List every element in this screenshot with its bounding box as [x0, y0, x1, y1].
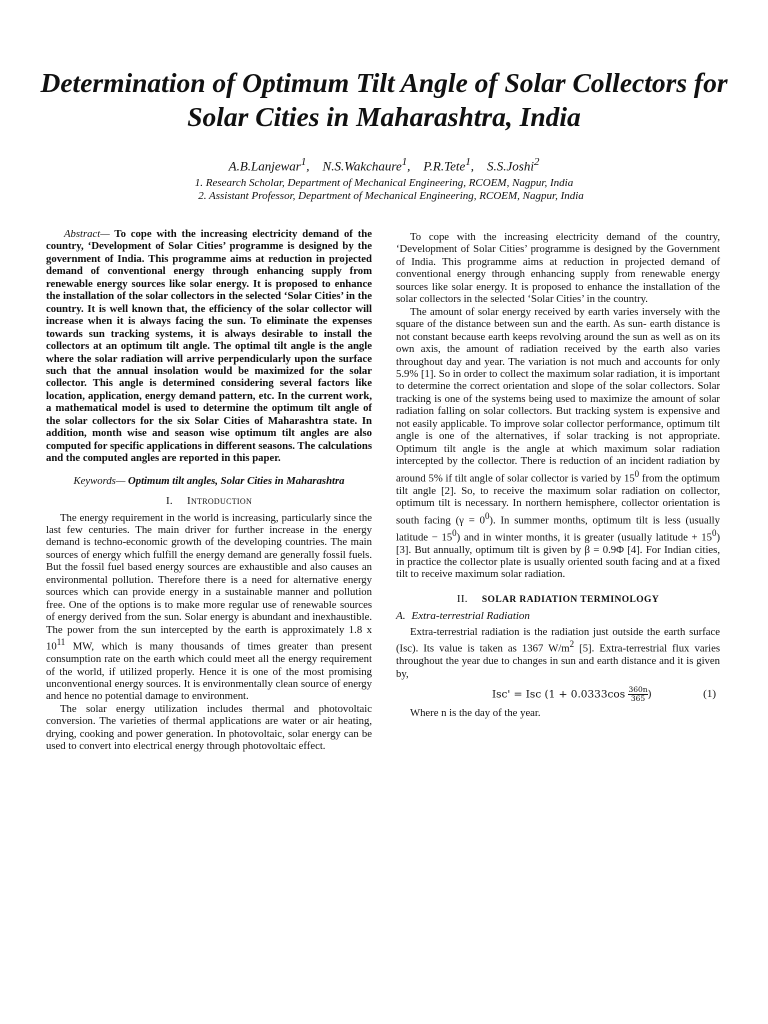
section-number: II.	[456, 592, 468, 605]
equation-fraction	[628, 686, 647, 703]
affiliation: 1. Research Scholar, Department of Mechanical Engineering, RCOEM, Nagpur, India	[194, 177, 574, 189]
text-run: ) and in winter months, it is greater (usually latitude + 15	[456, 531, 712, 544]
fraction-denominator: 365	[628, 694, 647, 703]
author-sup: 1	[401, 156, 408, 168]
superscript: 0	[452, 527, 457, 538]
text-run: ) [3]. But annually, optimum tilt is given by β = 0.9Φ [4]. For Indian cities, in practice the collector plate is usually oriented south facing and at a fixed tilt to receive maximum solar radiation.	[396, 531, 720, 581]
author-list: A.B.Lanjewar$^1$, N.S.Wakchaure$^1$, P.R.Tete$^1$, S.S.Joshi$^2$	[228, 156, 540, 174]
author: A.B.Lanjewar	[228, 158, 301, 174]
left-column	[46, 228, 372, 753]
superscript: 2	[569, 639, 575, 650]
superscript: 0	[634, 468, 640, 479]
text-run: ). In summer months, optimum tilt is less (usually latitude − 15	[396, 514, 720, 544]
text-run: The energy requirement in the world is increasing, particularly since the last few centuries. The main driver for further increase in the energy demand is techno-economic growth of the developing countries. The main sources of energy which fulfill the energy demand are generally fossil fuels. But the fossil fuel based energy sources are exhaustible and also causes an environmental pollution. Therefore there is a need for alternative energy sources which can provide energy in a sustainable manner and pollution free. One of the options is to make more regular use of renewable sources of energy derived from the sun. Solar energy is abundant and inexhaustible. The power from the sun intercepted by the earth is approximately 1.8 x 10	[46, 511, 372, 653]
body-paragraph	[46, 512, 372, 703]
author-sup: 1	[300, 156, 307, 168]
keywords-label: Keywords—	[73, 474, 126, 487]
body-paragraph: The solar energy utilization includes thermal and photovoltaic conversion. The varieties of thermal applications are water or air heating, drying, cooking and power generation. In photovoltaic, solar energy can be used to convert into electrical energy through photovoltaic effect.	[46, 702, 372, 753]
equation-close: )	[647, 688, 652, 701]
abstract-label: Abstract—	[64, 228, 110, 240]
keywords-text: Optimum tilt angles, Solar Cities in Maharashtra	[125, 474, 345, 487]
superscript: 0	[711, 527, 717, 538]
abstract-text: To cope with the increasing electricity demand of the country, ‘Development of Solar Cities’ programme is designed by the government of India. This programme aims at reduction in projected demand of conventional energy through enhancing supply from renewable energy sources like solar energy. It is proposed to enhance the installation of the solar collectors in the selected ‘Solar Cities’ in the country. It is well known that, the efficiency of the solar collector will increase when it is always facing the sun. To eliminate the expenses towards sun tracking systems, it is always desirable to install the collectors at an optimum tilt angle. The optimal tilt angle is the angle where the solar radiation will arrive perpendicularly upon the surface such that the annual insolation would be maximized for the solar collector. This angle is determined considering several factors like location, application, energy demand pattern, etc. In the current work, a mathematical model is used to determine the optimum tilt angle of the solar collectors for the six Solar Cities of Maharashtra state. In addition, month wise and season wise optimum tilt angles are also computed for specific applications in different seasons. The calculations and the computed angles are reported in this paper.	[46, 228, 372, 465]
keywords	[46, 475, 372, 487]
superscript: 0	[484, 510, 490, 521]
text-run: Extra-terrestrial radiation is the radiation just outside the earth surface (Isc). Its value is taken as 1367 W/m	[396, 625, 720, 655]
text-run: from the optimum tilt angle [2]. So, to receive the maximum solar radiation on collector, optimum tilt is necessary. In northern hemisphere, collector orientation is south facing (γ = 0	[396, 472, 720, 527]
subsection-title: Extra-terrestrial Radiation	[411, 610, 530, 623]
affiliation: 2. Assistant Professor, Department of Mechanical Engineering, RCOEM, Nagpur, India	[198, 190, 584, 202]
author: P.R.Tete	[423, 158, 466, 174]
equation-lhs: Isc' = Isc (1 + 0.0333cos	[492, 688, 629, 701]
author: N.S.Wakchaure	[322, 158, 402, 174]
fraction-numerator: 360n	[628, 685, 648, 695]
superscript: 11	[56, 637, 66, 648]
subsection-number: A.	[396, 610, 406, 623]
abstract	[46, 228, 372, 465]
subsection-heading	[396, 610, 720, 622]
author-sup: 1	[465, 156, 471, 168]
equation	[396, 686, 720, 703]
section-heading	[396, 593, 720, 606]
section-title: Introduction	[186, 495, 253, 508]
paper-title: Determination of Optimum Tilt Angle of Solar Collectors for Solar Cities in Maharashtra, India	[40, 67, 728, 132]
body-paragraph	[396, 306, 720, 581]
text-run: [5]. Extra-terrestrial flux varies throughout the year due to changes in sun and earth distance and it is given by,	[396, 642, 721, 680]
author: S.S.Joshi	[486, 158, 534, 174]
text-run: MW, which is many thousands of times greater than present consumption rate on the earth which could meet all the energy requirement of the world, if utilized properly. Hence it is one of the most promising unconventional energy sources. It is environmentally clean source of energy and hence no potential damage to environment.	[46, 640, 372, 703]
section-title: SOLAR RADIATION TERMINOLOGY	[481, 594, 660, 605]
body-paragraph	[396, 626, 720, 680]
author-sup: 2	[533, 156, 540, 168]
equation-formula	[492, 686, 652, 703]
body-paragraph: Where n is the day of the year.	[410, 707, 541, 720]
section-heading	[46, 495, 372, 507]
right-column	[396, 231, 720, 720]
equation-number: (1)	[703, 688, 716, 701]
body-paragraph: To cope with the increasing electricity demand of the country, ‘Development of Solar Cities’ programme is designed by the Government of India. This programme aims at reduction in projected demand of conventional energy through enhancing supply from renewable energy sources like solar energy. It is proposed to enhance the installation of the solar collectors in the selected ‘Solar Cities’ in the country.	[396, 231, 720, 306]
section-number: I.	[165, 495, 173, 508]
text-run: The amount of solar energy received by earth varies inversely with the square of the distance between sun and the earth. As sun- earth distance is not constant because earth keeps revolving around the sun as well as on its own axis, the amount of radiation received by the earth also varies throughout day and year. The variation is not much and accounts for only 5.9% [1]. So in order to collect the maximum solar radiation, it is important to determine the correct orientation and slope of the solar collectors. Solar tracking is one of the systems being used to maximize the amount of solar radiation falling on solar collectors. But tracking system is expensive and not easily applicable. To improve solar collector performance, optimum tilt angle is one of the alternatives, if solar tracking is not appropriate. Optimum tilt angle is the angle at which maximum solar radiation intercepted by the collector. There is reduction of an incident radiation by around 5% if tilt angle of solar collector is varied by 15	[396, 305, 720, 485]
